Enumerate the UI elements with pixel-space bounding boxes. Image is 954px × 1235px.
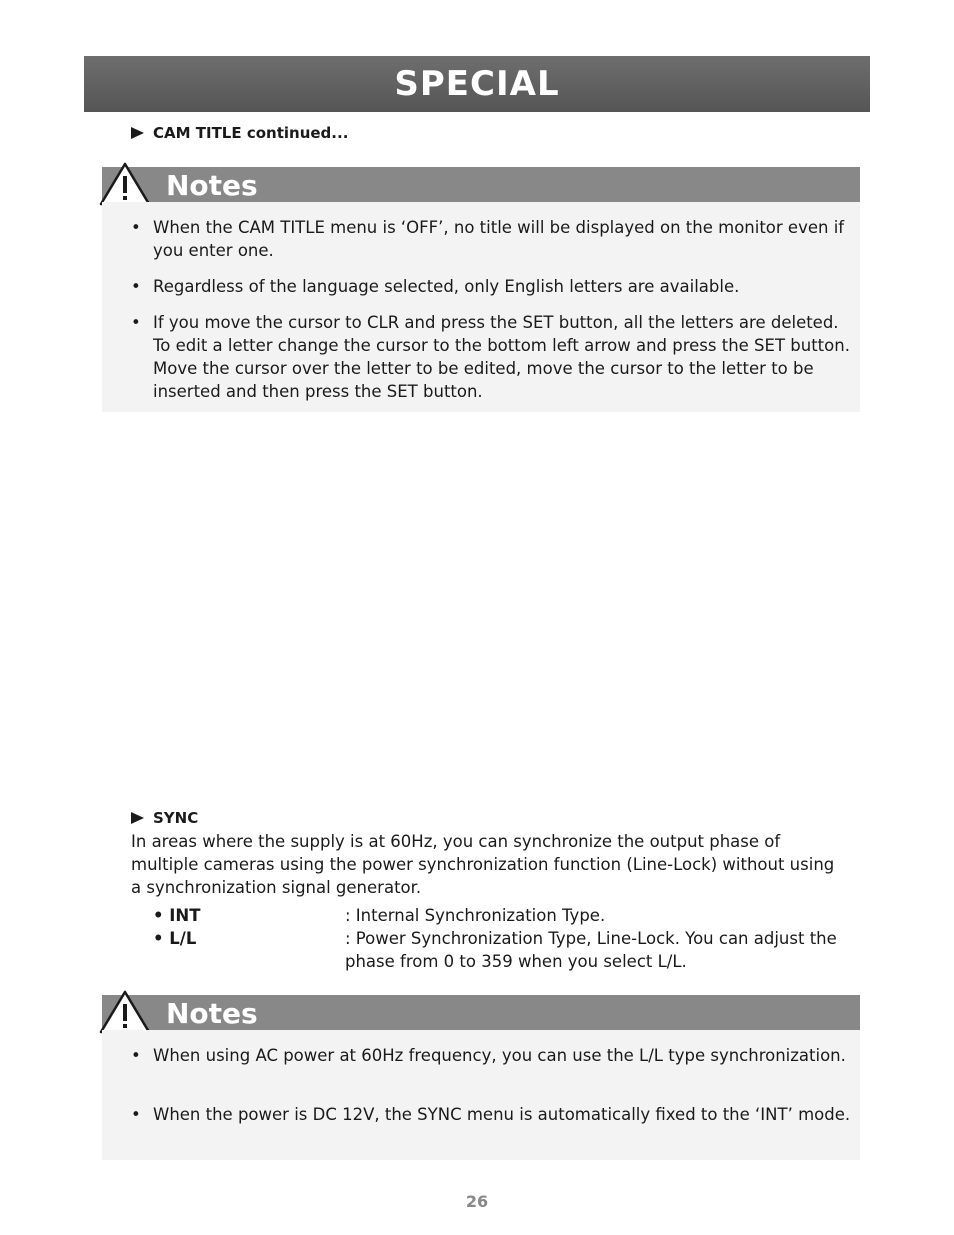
notes-box-cam-title <box>98 161 860 413</box>
bullet-icon: • <box>131 218 141 237</box>
notes-box-sync <box>98 989 860 1161</box>
note-text: When the CAM TITLE menu is ‘OFF’, no title will be displayed on the monitor even if you enter one. <box>153 218 845 260</box>
sync-heading-label: SYNC <box>153 809 199 827</box>
note-text: When the power is DC 12V, the SYNC menu is automatically fixed to the ‘INT’ mode. <box>153 1105 851 1124</box>
notes-title: Notes <box>166 169 258 202</box>
sync-option-desc: : Power Synchronization Type, Line-Lock. You can adjust the phase from 0 to 359 when you select L/L. <box>345 929 837 971</box>
bullet-icon: • <box>131 1105 141 1124</box>
sync-heading <box>131 809 198 827</box>
notes-title-bar <box>102 167 860 202</box>
note-text: If you move the cursor to CLR and press the SET button, all the letters are deleted. To edit a letter change the cursor to the bottom left arrow and press the SET button. Move the cursor over the letter to be edited, move the cursor to the letter to be inserted and then press the SET button. <box>153 313 850 401</box>
notes-body <box>102 1030 860 1160</box>
notes-title: Notes <box>166 997 258 1030</box>
note-text: When using AC power at 60Hz frequency, you can use the L/L type synchronization. <box>153 1046 846 1065</box>
page-header-bar <box>84 56 870 112</box>
bullet-icon: • <box>131 277 141 296</box>
warning-icon <box>98 989 152 1035</box>
sync-description: In areas where the supply is at 60Hz, you can synchronize the output phase of multiple cameras using the power synchronization function (Line-Lock) without using a synchronization signal generator. <box>131 832 835 897</box>
sync-option-term: • L/L <box>153 929 197 948</box>
cam-title-heading-label: CAM TITLE continued... <box>153 124 349 142</box>
bullet-icon: • <box>131 1046 141 1065</box>
note-text: Regardless of the language selected, only English letters are available. <box>153 277 740 296</box>
arrow-right-icon <box>131 127 144 139</box>
page-title: SPECIAL <box>394 64 560 104</box>
cam-title-heading <box>131 124 348 142</box>
sync-option-desc: : Internal Synchronization Type. <box>345 906 606 925</box>
bullet-icon: • <box>131 313 141 332</box>
warning-icon <box>98 161 152 207</box>
page-number: 26 <box>465 1192 489 1211</box>
arrow-right-icon <box>131 812 144 824</box>
notes-body <box>102 202 860 412</box>
sync-option-term: • INT <box>153 906 201 925</box>
notes-title-bar <box>102 995 860 1030</box>
